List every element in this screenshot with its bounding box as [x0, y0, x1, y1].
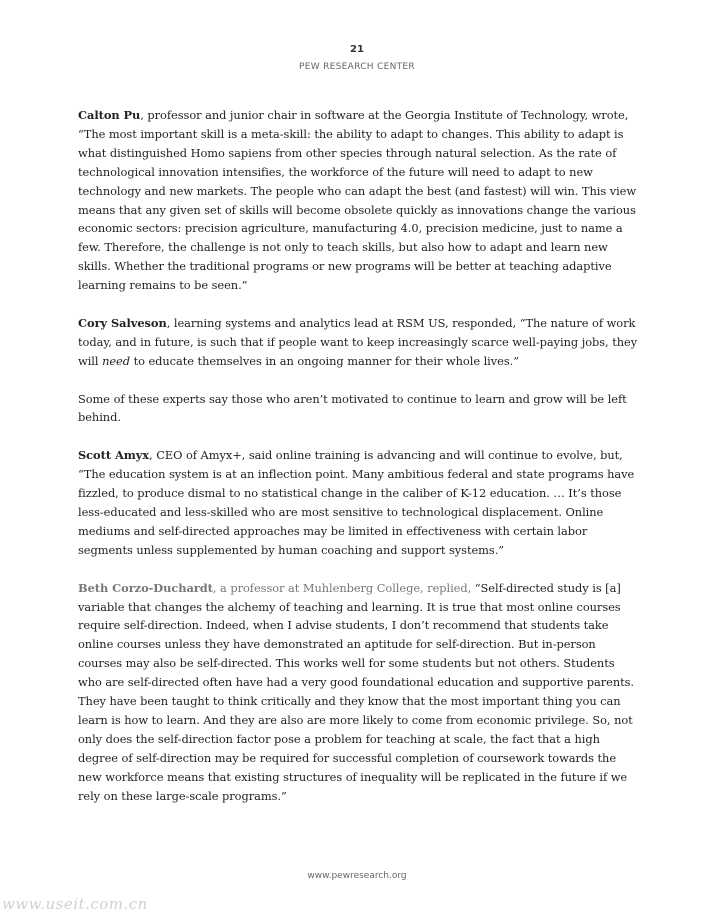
org-name: PEW RESEARCH CENTER [299, 62, 415, 72]
quote-paragraph-cory-salveson [78, 314, 638, 371]
narrative-text: Some of these experts say those who aren’t motivated to continue to learn and grow will be left behind. [78, 391, 627, 425]
expert-name: Beth Corzo-Duchardt [78, 580, 213, 595]
footer-url: www.pewresearch.org [307, 871, 407, 881]
expert-quote-end: to educate themselves in an ongoing manner for their whole lives.” [133, 353, 519, 368]
expert-attribution: , a professor at Muhlenberg College, replied, [212, 580, 472, 595]
emphasized-word: need [102, 353, 130, 368]
expert-attribution: , CEO of Amyx+, said online training is advancing and will continue to evolve, but, [149, 448, 623, 463]
quote-paragraph-beth-corzo-duchardt [78, 579, 638, 806]
narrative-paragraph [78, 390, 638, 428]
quote-paragraph-scott-amyx [78, 446, 638, 559]
watermark: www.useit.com.cn [2, 895, 148, 913]
expert-attribution: , learning systems and analytics lead at RSM US, responded, [166, 315, 517, 330]
document-body [78, 106, 638, 824]
expert-quote: “The education system is at an inflection point. Many ambitious federal and state programs have fizzled, to produce dismal to no statistical change in the caliber of K-12 education. … It’s those less-educated and less-skilled who are most sensitive to technological displacement. Online mediums and self-directed approaches may be limited in effectiveness with certain labor segments unless supplemented by human coaching and support systems.” [78, 467, 635, 557]
expert-quote: “The most important skill is a meta-skill: the ability to adapt to changes. This ability to adapt is what distinguished Homo sapiens from other species through natural selection. As the rate of technological innovation intensifies, the workforce of the future will need to adapt to new technology and new markets. The people who can adapt the best (and fastest) will win. This view means that any given set of skills will become obsolete quickly as innovations change the various economic sectors: precision agriculture, manufacturing 4.0, precision medicine, just to name a few. Therefore, the challenge is not only to teach skills, but also how to adapt and learn new skills. Whether the traditional programs or new programs will be better at teaching adaptive learning remains to be seen.” [78, 126, 637, 293]
page-number: 21 [350, 44, 364, 55]
expert-quote-start: “The nature of work today, and in future, is such that if people want to keep increasingly scarce well-paying jobs, they will [78, 315, 638, 368]
expert-quote: “Self-directed study is [a] variable that changes the alchemy of teaching and learning. It is true that most online courses require self-direction. Indeed, when I advise students, I don’t recommend that students take online courses unless they have demonstrated an aptitude for self-direction. But in-person courses may also be self-directed. This works well for some students but not others. Students who are self-directed often have had a very good foundational education and supportive parents. They have been taught to think critically and they know that the most important thing you can learn is how to learn. And they are also are more likely to come from economic privilege. So, not only does the self-direction factor pose a problem for teaching at scale, the fact that a high degree of self-direction may be required for successful completion of coursework towards the new workforce means that existing structures of inequality will be replicated in the future if we rely on these large-scale programs.” [78, 580, 634, 803]
expert-attribution: , professor and junior chair in software at the Georgia Institute of Technology, wrote, [140, 108, 629, 122]
expert-name: Scott Amyx [78, 448, 150, 463]
expert-name: Cory Salveson [78, 315, 167, 330]
expert-name: Calton Pu [78, 108, 141, 122]
quote-paragraph-calton-pu [78, 106, 638, 295]
